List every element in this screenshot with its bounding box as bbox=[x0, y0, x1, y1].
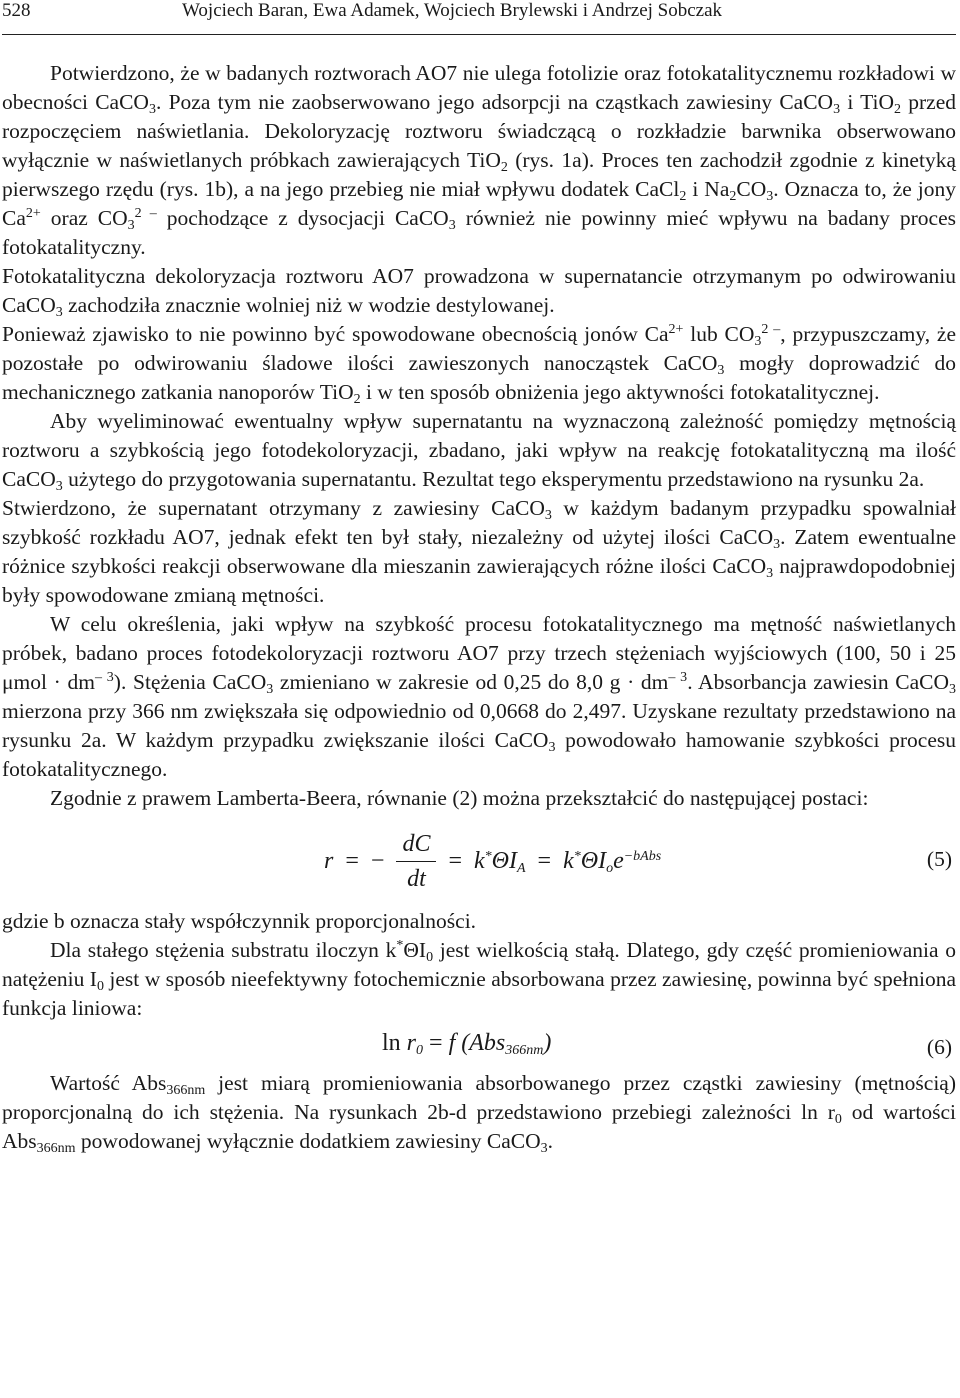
fraction: $\frac{dC}{dt}$ bbox=[396, 827, 436, 896]
equation-6 bbox=[2, 1023, 956, 1069]
running-header bbox=[2, 0, 956, 35]
paragraph-6: W celu określenia, jaki wpływ na szybkość procesu fotokatalitycznego ma mętność naświetlanych próbek, badano proces fotodekoloryzacji roztworu AO7 przy trzech stężeniach wyjściowych (100, 50 i 25 $\mu mol \cdot dm^{- 3}$). Stężenia CaCO$_3$ zmieniano w zakresie od 0,25 do 8,0 $g \cdot dm^{- 3}$. Absorbancja zawiesin CaCO$_3$ mierzona przy 366 nm zwiększała się odpowiednio od 0,0668 do 2,497. Uzyskane rezultaty przedstawiono na rysunku 2a. W każdym przypadku zwiększanie ilości CaCO$_3$ powodowało hamowanie szybkości procesu fotokatalitycznego. bbox=[2, 612, 957, 781]
paragraph-4: Aby wyeliminować ewentualny wpływ supernatantu na wyznaczoną zależność pomiędzy mętnością roztworu a szybkością jego fotodekoloryzacji, zbadano, jaki wpływ na reakcję fotokatalityczną ma ilość CaCO$_3$ użytego do przygotowania supernatantu. Rezultat tego eksperymentu przedstawiono na rysunku 2a. bbox=[2, 409, 956, 494]
paragraph-10: Wartość Abs$_{366nm}$ jest miarą promieniowania absorbowanego przez cząstki zawiesiny (mętnością) proporcjonalną do ich stężenia. Na rysunkach 2b-d przedstawiono przebiegi zależności $\ln r_0$ od wartości Abs$_{366nm}$ powodowanej wyłącznie dodatkiem zawiesiny CaCO$_3$. bbox=[2, 1071, 956, 1156]
page bbox=[2, 0, 956, 1156]
running-header-authors: Wojciech Baran, Ewa Adamek, Wojciech Brylewski i Andrzej Sobczak bbox=[182, 0, 723, 21]
paragraph-8: gdzie b oznacza stały współczynnik proporcjonalności. bbox=[2, 909, 477, 933]
equation-5 bbox=[2, 819, 956, 907]
equation-5-number: (5) bbox=[926, 847, 952, 871]
paragraph-9: Dla stałego stężenia substratu iloczyn $k^*\Theta I_0$ jest wielkością stałą. Dlatego, gdy część promieniowania o natężeniu $I_0$ jest w sposób nieefektywny fotochemicznie absorbowana przez zawiesinę, powinna być spełniona funkcja liniowa: bbox=[2, 938, 956, 1020]
equation-5-formula: r = − $\frac{dC}{dt}$ = $k^*\Theta I_A$ = $k^*\Theta I_oe^{-bAbs}$ bbox=[324, 827, 661, 896]
paragraph-2: Fotokatalityczna dekoloryzacja roztworu AO7 prowadzona w supernatancie otrzymanym po odwirowaniu CaCO$_3$ zachodziła znacznie wolniej niż w wodzie destylowanej. bbox=[2, 264, 956, 320]
paragraph-7: Zgodnie z prawem Lamberta-Beera, równanie (2) można przekształcić do następującej postaci: bbox=[50, 786, 869, 810]
article-body bbox=[2, 35, 956, 1156]
paragraph-1: Potwierdzono, że w badanych roztworach AO7 nie ulega fotolizie oraz fotokatalitycznemu rozkładowi w obecności CaCO$_3$. Poza tym nie zaobserwowano jego adsorpcji na cząstkach zawiesiny CaCO$_3$ i TiO$_2$ przed rozpoczęciem naświetlania. Dekoloryzację roztworu świadczącą o rozkładzie barwnika obserwowano wyłącznie w naświetlanych próbkach zawierających TiO$_2$ (rys. 1a). Proces ten zachodził zgodnie z kinetyką pierwszego rzędu (rys. 1b), a na jego przebieg nie miał wpływu dodatek CaCl$_2$ i $Na_2CO_3$. Oznacza to, że jony $Ca^{2+}$ oraz $CO_3^{2 -}$ pochodzące z dysocjacji CaCO$_3$ również nie powinny mieć wpływu na badany proces fotokatalityczny. bbox=[2, 61, 957, 259]
page-number: 528 bbox=[2, 0, 31, 21]
paragraph-3: Ponieważ zjawisko to nie powinno być spowodowane obecnością jonów $Ca^{2+}$ lub $CO_3^{2 -}$, przypuszczamy, że pozostałe po odwirowaniu śladowe ilości zawieszonych nanocząstek CaCO$_3$ mogły doprowadzić do mechanicznego zatkania nanoporów TiO$_2$ i w ten sposób obniżenia jego aktywności fotokatalitycznej. bbox=[2, 322, 957, 407]
paragraph-5: Stwierdzono, że supernatant otrzymany z zawiesiny CaCO$_3$ w każdym badanym przypadku spowalniał szybkość rozkładu AO7, jednak efekt ten był stały, niezależny od użytej ilości CaCO$_3$. Zatem ewentualne różnice szybkości reakcji obserwowane dla mieszanin zawierających różne ilości CaCO$_3$ najprawdopodobniej były spowodowane zmianą mętności. bbox=[2, 496, 957, 607]
equation-6-number: (6) bbox=[926, 1035, 952, 1059]
equation-6-formula: $\ln r_0 = f$ (Abs$_{366nm}$) bbox=[382, 1030, 552, 1058]
